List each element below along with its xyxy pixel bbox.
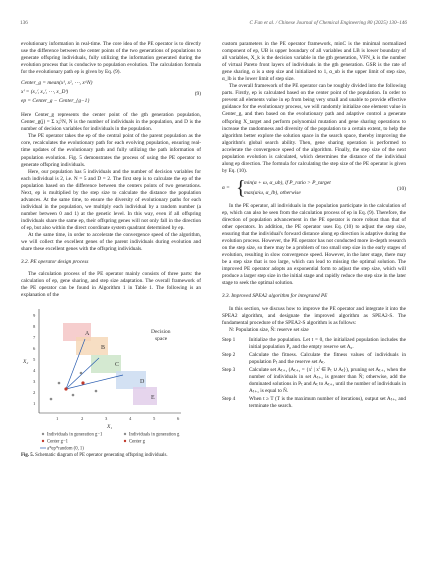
legend-g-minus-1: Individuals in generation g−1 <box>47 432 103 438</box>
section-heading-3-2: 3.2. PE operator design process <box>21 259 89 266</box>
equation-9-line-3: ep = Center_g − Center_{g−1} <box>21 98 90 105</box>
step-label: Step 2 <box>222 351 236 358</box>
equation-10 <box>222 178 406 200</box>
left-paragraph-3: The PE operator takes the ep of the central point of the parent population as the core, recalculates the evolutionary path for each evolving population, ensuring real-time updates of the evolutionary path and fully utilizing the path information of population evolution. Fig. 5 demonstrates the process of using the PE operator to generate offspring individuals. <box>21 133 201 168</box>
right-paragraph-5: N: Population size, N̄: reserve set size <box>229 326 309 333</box>
y-tick: 2 <box>33 390 36 396</box>
point <box>72 394 75 397</box>
algorithm-step-4 <box>222 396 406 410</box>
figure-5-caption-text: Schematic diagram of PE operator generating offspring individuals. <box>35 453 168 459</box>
legend-marker-g <box>124 433 126 435</box>
y-tick: 3 <box>33 379 36 385</box>
equation-9 <box>21 79 201 109</box>
equation-9-line-1: Center_g = mean(x¹, x², ⋯, x^N) <box>21 80 93 87</box>
left-paragraph-4: Here, our population has 5 individuals and the number of decision variables for each individual is 2, i.e. N = 5 and D = 2. The first step is to calculate the ep of the population based on the difference between the centers points of two generations. Next, ep is multiplied by the step size to calculate the distance the population advances. At the same time, to ensure the diversity of evolutionary paths for each individual in the population, we multiply each individual by a random number (a number between 0 and 1) at the genetic level. In this way, even if all offspring individuals share the same ep, their offspring genes will not only fall in the direction of ep, but also within the direct coordinate system quadrant determined by ep. <box>21 168 201 231</box>
step-text: Calculate the fitness. Calculate the fitness values of individuals in population Pₜ and the reserve set Aₜ. <box>249 351 406 365</box>
center-point <box>81 382 84 385</box>
right-paragraph-3: In the PE operator, all individuals in the population participate in the calculation of ep, which can also be seen from the calculation process of ep in Eq. (9). Therefore, the direction of population advancement in the PE operator is more robust than that of other operators. In addition, the PE operator uses Eq. (10) to adjust the step size, ensuring that the individual's forward distance along ep direction is adaptive during the evolution process. However, the PE operator has not conducted more in-depth research on the step size, so there may be a problem of too small step size in the early stages of evolution, resulting in slow convergence speed. However, in the later stage, there may be a step size that is too large, which can lead to missing the optimal solution. The improved PE operator adopts an exponential form to adjust the step size, which will produce a larger step size in the initial stage and rapidly reduce the step size in the later stage to seek the optimal solution. <box>222 202 406 287</box>
y-tick: 7 <box>33 335 36 341</box>
figure-5-caption-label: Fig. 5. <box>21 453 34 459</box>
left-column <box>21 41 201 459</box>
x-tick: 6 <box>177 416 180 422</box>
x-tick-labels <box>56 416 180 421</box>
point <box>58 382 61 385</box>
letter-c: C <box>115 362 120 369</box>
x-tick: 1 <box>56 416 59 422</box>
y-tick: 9 <box>33 313 36 319</box>
letter-d: D <box>140 379 145 386</box>
left-paragraph-5: At the same time, in order to accelerate the convergence speed of the algorithm, we will collect the excellent genes of the parent individuals during evolution and share these excellent genes with the offspring individuals. <box>21 232 201 253</box>
y-tick: 6 <box>33 346 36 352</box>
x-tick: 4 <box>129 416 132 422</box>
center-point <box>64 388 67 391</box>
y-tick: 8 <box>33 324 36 330</box>
step-label: Step 3 <box>222 366 236 373</box>
step-label: Step 1 <box>222 336 236 343</box>
legend-marker-g-minus-1 <box>42 433 44 435</box>
right-paragraph-2: The overall framework of the PE operator can be roughly divided into the following parts. Firstly, ep is calculated based on the center point of the population. In order to prevent all elements value in ep from being very small and unable to provide effective guidance for the evolutionary process, we will randomly initialize one element value in Center_g, and then based on the evolutionary path and adaptive control a generate offspring X_target and perform polynomial mutation and gene sharing operations to increase the randomness and diversity of the population to a certain extent, to help the algorithm better explore the solution space in the search space, thereby improving the algorithm's global search ability. Then, gene sharing operation is performed to accelerate the convergence speed of the algorithm. Finally, the step size of the next population evolution is calculated, which determines the distance of the individual along ep direction. The formula for calculating the step size of the PE operator is given by Eq. (10). <box>222 83 406 174</box>
equation-10-brace: { <box>236 176 246 199</box>
left-paragraph-2: Here Center_g represents the center point of the gth generation population, Center_g(j) = Σ xⱼⁱ/N, N is the number of individuals in the population, and D is the number of decision variables for individuals in the population. <box>21 112 201 133</box>
x-tick: 5 <box>153 416 156 422</box>
y-tick: 5 <box>33 357 36 363</box>
equation-10-lhs: α = <box>222 184 230 191</box>
equation-10-case-2: max(α/ω, α_lb), otherwise <box>244 189 301 196</box>
right-paragraph-4: In this section, we discuss how to improve the PE operator and integrate it into the SPEA2 algorithm, and designate the improved algorithm as SPEA2-S. The fundamental procedure of the SPEA2-S algorithm is as follows: <box>222 305 406 326</box>
decision-space-label-1: Decision <box>151 329 171 336</box>
legend-marker-center-g <box>124 440 126 442</box>
y-tick: 1 <box>33 401 36 407</box>
letter-e: E <box>151 395 155 402</box>
right-paragraph-1: custom parameters in the PE operator framework, minC is the minimal normalized component of ep, UB is upper boundary of all variables and LB is lower boundary of all variables, X_k is the decision variable in the gth generation, VFN_k is the number of virtual Pareto front layers of individuals in the gth generation. GSR is the rate of gene sharing, α is a step size and initialized to 1, α_ub is the upper limit of step size, α_lb is the lower limit of step size. <box>222 41 406 83</box>
y-axis-label: X₂ <box>23 359 29 366</box>
step-text: Initialize the population. Let t = 0, the initialized population includes the initial population P₀ and the empty reserve set A₀. <box>249 336 406 350</box>
y-tick: 4 <box>33 368 36 374</box>
equation-9-line-2: xⁱ = (x₁ⁱ, x₂ⁱ, ⋯, x_Dⁱ) <box>21 89 69 96</box>
legend-center-g: Center g <box>129 439 146 445</box>
y-tick-labels <box>33 313 36 406</box>
figure-5-diagram <box>21 303 201 451</box>
legend-marker-center-g-minus-1 <box>42 440 44 442</box>
section-heading-3-3: 3.3. Improved SPEA2 algorithm for integrated PE <box>222 293 328 300</box>
journal-citation: C Fan et al. / Chinese Journal of Chemical Engineering 80 (2025) 130–146 <box>249 20 407 26</box>
legend-offspring: a*ep*random (0, 1) <box>47 446 84 452</box>
figure-legend <box>40 433 180 452</box>
x-axis-label: X₁ <box>107 424 113 431</box>
ep-arrow-1 <box>66 339 85 389</box>
step-label: Step 4 <box>222 396 236 403</box>
figure-5 <box>21 303 201 451</box>
algorithm-steps <box>222 337 406 410</box>
x-tick: 2 <box>81 416 84 422</box>
running-header <box>20 20 407 30</box>
left-paragraph-1: evolutionary information in real-time. The core idea of the PE operator is to directly use the difference between the center points of the two generations of populations to generate offspring individuals, fully utilizing the information generated during the evolution process that is conducive to population evolution. The calculation formula for the evolutionary path ep is given by Eq. (9). <box>21 41 201 76</box>
legend-center-g-minus-1: Center g−1 <box>47 439 68 445</box>
legend-g: Individuals in generation g <box>129 432 180 438</box>
step-text: Calculate set Aₜ₊₁ (Aₜ₊₁ = {xⁱ | xⁱ ∈ Pₜ ∪ Aₜ}), pruning set Aₜ₊₁ when the number of individuals in set Aₜ₊₁ is greater than N̄; otherwise, add the dominated solutions in Pₜ and Aₜ to Aₜ₊₁ until the number of individuals in Aₜ₊₁ is equal to N̄. <box>249 366 406 395</box>
point <box>50 398 53 401</box>
page-number: 136 <box>20 20 28 26</box>
point <box>95 390 98 393</box>
letter-a: A <box>85 331 90 338</box>
point <box>80 372 83 375</box>
step-text: When t ≥ T (T is the maximum number of iterations), output set Aₜ₊₁ and terminate the search. <box>249 396 406 410</box>
left-paragraph-6: The calculation process of the PE operator mainly consists of three parts: the calculation of ep, gene sharing, and step size adaptation. The overall framework of the PE operator can be found in Algorithm 1 in Table 1. The following is an explanation of the <box>21 271 201 299</box>
algorithm-step-2 <box>222 352 406 366</box>
equation-9-number: (9) <box>194 91 201 98</box>
ep-arrow-3 <box>66 375 123 389</box>
figure-5-caption <box>21 453 201 459</box>
equation-10-number: (10) <box>397 185 406 192</box>
decision-space-label-2: space <box>155 336 168 343</box>
x-tick: 3 <box>105 416 108 422</box>
right-column <box>222 41 406 411</box>
letter-b: B <box>101 345 106 352</box>
algorithm-step-3 <box>222 367 406 395</box>
algorithm-step-1 <box>222 337 406 351</box>
equation-10-case-1: min(α + ω, α_ub), if P_ratio > P_target <box>244 179 331 186</box>
